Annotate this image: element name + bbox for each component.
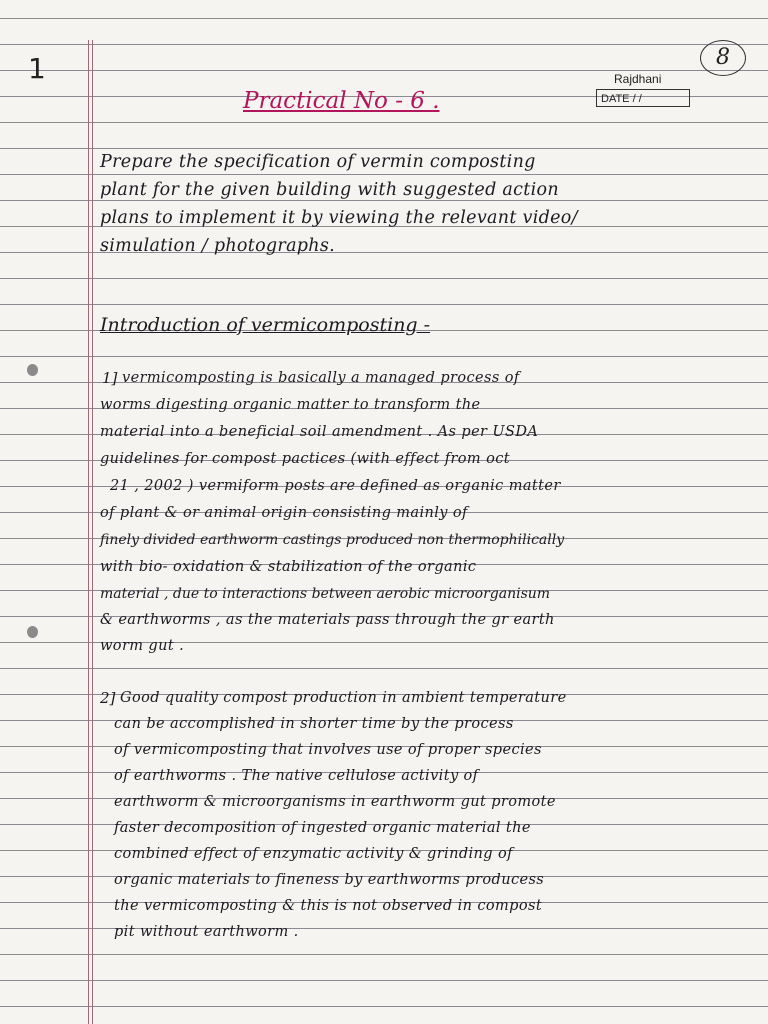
paragraph-number: 2] bbox=[100, 689, 116, 707]
margin-line bbox=[88, 40, 89, 1024]
aim-line: plans to implement it by viewing the relevant video/ bbox=[100, 208, 578, 228]
paragraph-line: Good quality compost production in ambient temperature bbox=[120, 690, 567, 706]
paragraph-line: combined effect of enzymatic activity & grinding of bbox=[114, 846, 513, 862]
aim-line: simulation / photographs. bbox=[100, 236, 336, 256]
page-title: Practical No - 6 . bbox=[243, 88, 440, 114]
paragraph-line: worm gut . bbox=[100, 638, 185, 654]
paragraph-line: 21 , 2002 ) vermiform posts are defined as organic matter bbox=[110, 478, 561, 494]
page-mark: 1 bbox=[28, 52, 46, 85]
paragraph-line: with bio- oxidation & stabilization of the organic bbox=[100, 559, 477, 575]
aim-line: plant for the given building with suggested action bbox=[100, 180, 559, 200]
section-heading: Introduction of vermicomposting - bbox=[100, 314, 431, 336]
paragraph-line: vermicomposting is basically a managed process of bbox=[122, 370, 520, 386]
paragraph-line: material into a beneficial soil amendment . As per USDA bbox=[100, 424, 539, 440]
paragraph-line: guidelines for compost pactices (with effect from oct bbox=[100, 451, 510, 467]
binder-hole bbox=[27, 364, 38, 376]
paragraph-line: the vermicomposting & this is not observed in compost bbox=[114, 898, 543, 914]
paragraph-line: & earthworms , as the materials pass through the gr earth bbox=[100, 612, 555, 628]
paragraph-line: can be accomplished in shorter time by the process bbox=[114, 716, 514, 732]
paragraph-line: of earthworms . The native cellulose activity of bbox=[114, 768, 479, 784]
paragraph-line: finely divided earthworm castings produced non thermophilically bbox=[100, 532, 565, 548]
paragraph-line: material , due to interactions between aerobic microorganisum bbox=[100, 586, 551, 602]
date-box: DATE / / bbox=[596, 89, 690, 107]
paragraph-line: faster decomposition of ingested organic material the bbox=[114, 820, 531, 836]
aim-line: Prepare the specification of vermin composting bbox=[100, 152, 536, 172]
page-number: 8 bbox=[700, 40, 746, 76]
paragraph-line: pit without earthworm . bbox=[114, 924, 299, 940]
paragraph-number: 1] bbox=[102, 369, 118, 387]
margin-line bbox=[92, 40, 93, 1024]
paragraph-line: of plant & or animal origin consisting mainly of bbox=[100, 505, 468, 521]
paragraph-line: worms digesting organic matter to transform the bbox=[100, 397, 481, 413]
paragraph-line: earthworm & microorganisms in earthworm gut promote bbox=[114, 794, 556, 810]
binder-hole bbox=[27, 626, 38, 638]
paragraph-line: organic materials to fineness by earthworms producess bbox=[114, 872, 545, 888]
paragraph-line: of vermicomposting that involves use of proper species bbox=[114, 742, 542, 758]
notebook-brand: Rajdhani bbox=[614, 72, 662, 86]
